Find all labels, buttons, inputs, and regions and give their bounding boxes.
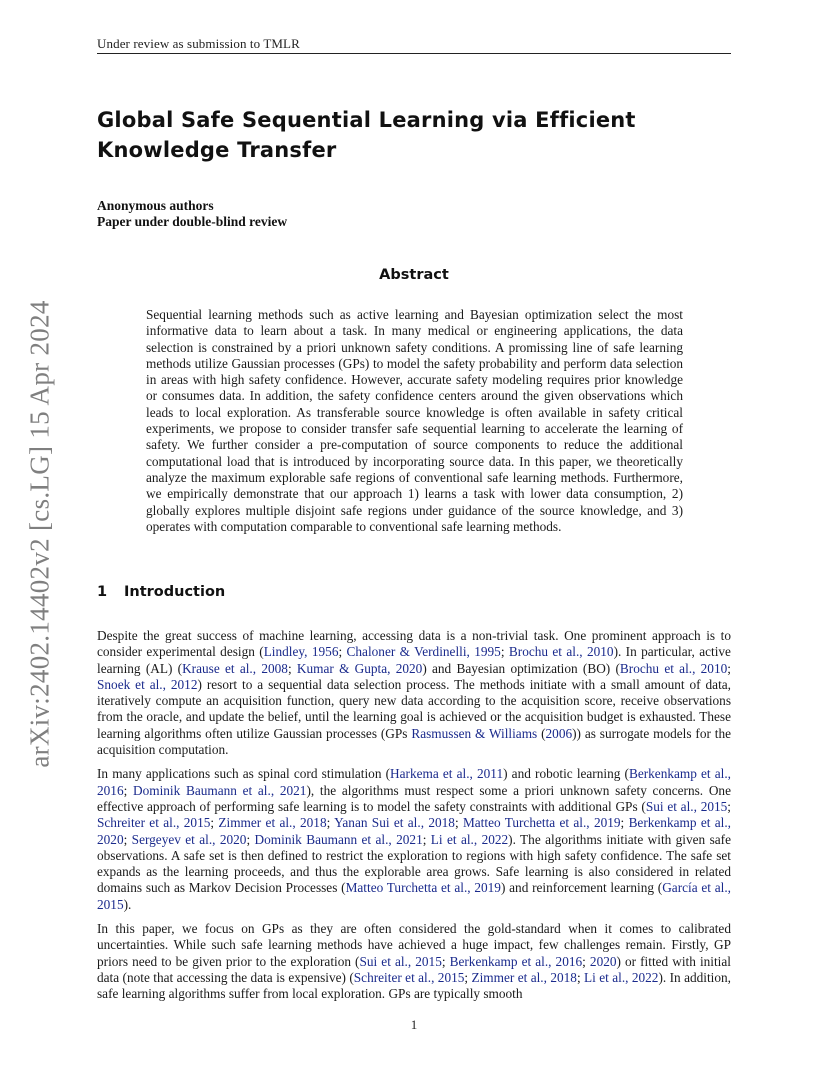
review-line: Paper under double-blind review — [97, 214, 288, 229]
paragraph-text: ). — [123, 896, 132, 912]
citation-link[interactable]: Brochu et al., 2010 — [508, 644, 614, 660]
citation-link[interactable]: Li et al., 2022 — [584, 969, 659, 985]
citation-link[interactable]: Lindley, 1956 — [263, 644, 339, 660]
citation-link[interactable]: Schreiter et al., 2015 — [353, 969, 465, 985]
paragraph-text: ; — [727, 660, 731, 676]
author-block — [97, 198, 287, 230]
paragraph-text: ; — [576, 969, 585, 985]
paragraph-text: ) and Bayesian optimization (BO) ( — [422, 660, 620, 676]
abstract-text: Sequential learning methods such as active learning and Bayesian optimization select the most informative data to learn about a task. In many medical or engineering applications, the data selection is constrained by a priori unknown safety conditions. A promissing line of safe learning methods utilize Gaussian processes (GPs) to model the safety probability and perform data selection in areas with high safety confidence. However, accurate safety modeling requires prior knowledge or consumes data. In addition, the safety confidence centers around the given observations which leads to local exploration. As transferable source knowledge is often available in safety critical experiments, we propose to consider transfer safe sequential learning to accelerate the learning of safety. We further consider a pre-computation of source components to reduce the additional computational load that is introduced by incorporating source data. In this paper, we theoretically analyze the maximum explorable safe regions of conventional safe learning methods. Furthermore, we empirically demonstrate that our approach 1) learns a task with lower data consumption, 2) globally explores multiple disjoint safe regions under guidance of the source knowledge, and 3) operates with computation comparable to conventional safe learning methods. — [146, 307, 683, 534]
citation-link[interactable]: García et al., 2015 — [97, 880, 731, 912]
citation-link[interactable]: Rasmussen & Williams — [411, 725, 538, 741]
citation-link[interactable]: Snoek et al., 2012 — [97, 676, 198, 692]
review-status-note: Under review as submission to TMLR — [97, 36, 300, 51]
paragraph-text: ; — [338, 644, 347, 660]
paragraph-text: ). The algorithms initiate with given safe observations. A safe set is then defined to restrict the exploration to regions with high safety confidence. The safe set expands as the learning proceeds, and thus the explorable area grows. Safe learning is also considered in related domains such as Markov Decision Processes ( — [97, 831, 731, 896]
paragraph-text: )) as surrogate models for the acquisition computation. — [97, 725, 732, 758]
paragraph-text: ; — [123, 831, 132, 847]
paragraph-text: In many applications such as spinal cord stimulation ( — [97, 766, 391, 782]
paragraph-text: ) resort to a sequential data selection process. The methods initiate with a small amount of data, iteratively compute an acquisition function, query new data according to the acquisition score, receive observations from the oracle, and update the belief, until the learning goal is achieved or the acquisition budget is exhausted. These learning algorithms often utilize Gaussian processes (GPs — [97, 676, 731, 741]
citation-link[interactable]: Chaloner & Verdinelli, 1995 — [346, 644, 501, 660]
paragraph-text: ), the algorithms must respect some a priori unknown safety concerns. One effective approach of performing safe learning is to model the safety constraints with additional GPs ( — [97, 782, 731, 814]
paragraph-text: ; — [210, 815, 219, 831]
paragraph — [97, 766, 731, 913]
citation-link[interactable]: Sergeyev et al., 2020 — [131, 831, 247, 847]
citation-link[interactable]: Sui et al., 2015 — [359, 953, 442, 969]
paragraph-text: ; — [454, 815, 463, 831]
paragraph-text: ) or fitted with initial data (note that accessing the data is expensive) ( — [97, 953, 731, 985]
introduction-body — [97, 628, 731, 1011]
citation-link[interactable]: Brochu et al., 2010 — [619, 660, 728, 676]
arxiv-identifier: arXiv:2402.14402v2 [cs.LG] 15 Apr 2024 — [24, 300, 55, 768]
paragraph-text: ) and reinforcement learning ( — [500, 880, 663, 896]
citation-link[interactable]: Zimmer et al., 2018 — [218, 815, 327, 831]
section-heading-introduction — [97, 584, 225, 600]
citation-link[interactable]: Sui et al., 2015 — [645, 798, 728, 814]
paragraph-text: Despite the great success of machine learning, accessing data is a non-trivial task. One prominent approach is to consider experimental design ( — [97, 628, 731, 660]
paragraph-text: ; — [582, 953, 590, 969]
paragraph-text: ; — [441, 953, 450, 969]
paragraph-text: ; — [500, 644, 509, 660]
paragraph-text: ) and robotic learning ( — [503, 766, 629, 782]
paragraph-text: ). In particular, active learning (AL) ( — [97, 644, 731, 676]
citation-link[interactable]: Zimmer et al., 2018 — [471, 969, 577, 985]
citation-link[interactable]: 2020 — [589, 953, 617, 969]
paragraph-text: ; — [326, 815, 335, 831]
citation-link[interactable]: Schreiter et al., 2015 — [97, 815, 211, 831]
section-number: 1 — [97, 584, 108, 600]
citation-link[interactable]: Berkenkamp et al., 2020 — [97, 815, 731, 847]
authors-line: Anonymous authors — [97, 198, 214, 213]
paragraph-text: ; — [246, 831, 255, 847]
citation-link[interactable]: Dominik Baumann et al., 2021 — [132, 782, 307, 798]
paragraph — [97, 628, 731, 758]
citation-link[interactable]: Matteo Turchetta et al., 2019 — [345, 880, 501, 896]
citation-link[interactable]: Berkenkamp et al., 2016 — [97, 766, 731, 798]
paragraph-text: ; — [287, 660, 297, 676]
paper-title: Global Safe Sequential Learning via Efficient Knowledge Transfer — [97, 108, 636, 162]
section-title: Introduction — [124, 584, 226, 600]
citation-link[interactable]: Krause et al., 2008 — [182, 660, 288, 676]
citation-link[interactable]: Li et al., 2022 — [430, 831, 509, 847]
citation-link[interactable]: Matteo Turchetta et al., 2019 — [462, 815, 621, 831]
paragraph-text: ). In addition, safe learning algorithms suffer from local exploration. GPs are typically smooth — [97, 969, 731, 1002]
paragraph-text: ; — [422, 831, 431, 847]
paragraph-text: ; — [123, 782, 133, 798]
paragraph-text: ; — [727, 798, 731, 814]
citation-link[interactable]: 2006 — [545, 725, 573, 741]
abstract-heading: Abstract — [379, 267, 449, 283]
citation-link[interactable]: Yanan Sui et al., 2018 — [334, 815, 455, 831]
header-rule — [97, 53, 731, 54]
paragraph-text: ; — [620, 815, 629, 831]
paragraph-text: ( — [537, 725, 546, 741]
paragraph — [97, 921, 731, 1002]
citation-link[interactable]: Harkema et al., 2011 — [390, 766, 504, 782]
citation-link[interactable]: Dominik Baumann et al., 2021 — [254, 831, 423, 847]
page-number: 1 — [410, 1017, 418, 1032]
paragraph-text: ; — [464, 969, 472, 985]
citation-link[interactable]: Kumar & Gupta, 2020 — [296, 660, 423, 676]
citation-link[interactable]: Berkenkamp et al., 2016 — [449, 953, 583, 969]
paragraph-text: In this paper, we focus on GPs as they are often considered the gold-standard when it comes to calibrated uncertainties. While such safe learning methods have achieved a huge impact, few challenges remain. Firstly, GP priors need to be given prior to the exploration ( — [97, 921, 731, 969]
